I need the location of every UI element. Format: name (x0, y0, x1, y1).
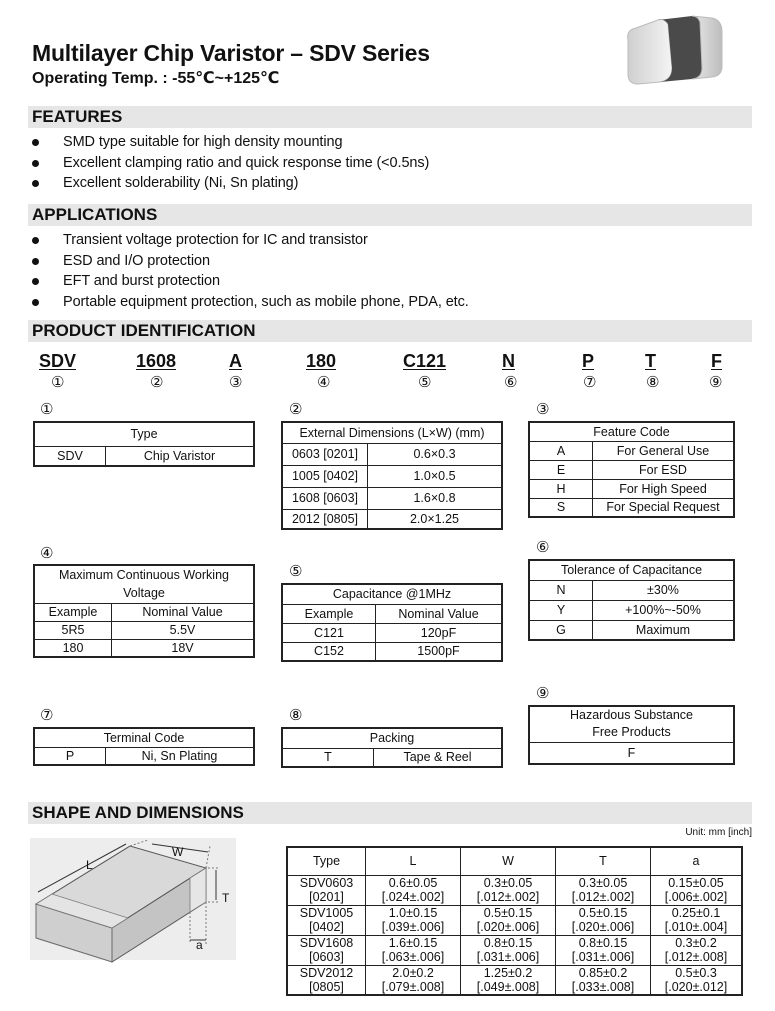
chip-dimension-diagram (30, 838, 245, 968)
table-row: SDV1608 [0603] 1.6±0.15 [.063±.006] 0.8±0.15 [.031±.006] 0.8±0.15 [.031±.006] 0.3±0.2 [.012±.008] (287, 935, 742, 965)
product-id-heading: PRODUCT IDENTIFICATION (32, 321, 256, 340)
chip-illustration (620, 6, 730, 88)
table-row: SDV1005 [0402] 1.0±0.15 [.039±.006] 0.5±0.15 [.020±.006] 0.5±0.15 [.020±.006] 0.25±0.1 [.010±.004] (287, 905, 742, 935)
marker-2: ② (150, 373, 164, 391)
table-row: 2012 [0805] 2.0×1.25 (282, 509, 502, 529)
page-title: Multilayer Chip Varistor – SDV Series (32, 40, 430, 66)
table-row: N ±30% (529, 580, 734, 600)
unit-note: Unit: mm [inch] (685, 827, 752, 838)
table-header: Type (34, 422, 254, 446)
table-header: Capacitance @1MHz (282, 584, 502, 604)
table-row: 1005 [0402] 1.0×0.5 (282, 465, 502, 487)
table-row: H For High Speed (529, 479, 734, 498)
page-subtitle: Operating Temp. : -55℃~+125℃ (32, 70, 280, 87)
code-7: P (582, 351, 595, 371)
marker-8: ⑧ (646, 373, 660, 391)
table-row: T Tape & Reel (282, 748, 502, 767)
marker-1: ① (51, 373, 65, 391)
table-header: Feature Code (529, 422, 734, 441)
code-8: T (645, 351, 656, 371)
dimension-label-l: L (86, 858, 93, 872)
list-item: SMD type suitable for high density mounting (30, 132, 429, 153)
max-voltage-table (33, 564, 255, 658)
table-row: 1608 [0603] 1.6×0.8 (282, 487, 502, 509)
list-item: Portable equipment protection, such as mobile phone, PDA, etc. (30, 292, 469, 313)
table6-marker: ⑥ (536, 538, 550, 556)
table-header: Packing (282, 728, 502, 748)
features-bar (28, 106, 752, 128)
dimension-label-w: W (172, 845, 184, 859)
list-item: EFT and burst protection (30, 271, 469, 292)
terminal-code-table (33, 727, 255, 766)
marker-7: ⑦ (583, 373, 597, 391)
marker-4: ④ (317, 373, 331, 391)
table-row: SDV0603 [0201] 0.6±0.05 [.024±.002] 0.3±0.05 [.012±.002] 0.3±0.05 [.012±.002] 0.15±0.05 [.006±.002] (287, 875, 742, 905)
tolerance-table (528, 559, 735, 641)
table9-marker: ⑨ (536, 684, 550, 702)
table-header: Tolerance of Capacitance (529, 560, 734, 580)
dimension-label-t: T (222, 891, 230, 905)
capacitance-table (281, 583, 503, 662)
table8-marker: ⑧ (289, 706, 303, 724)
external-dimensions-table (281, 421, 503, 530)
table-row: Y +100%~-50% (529, 600, 734, 620)
table-row: 0603 [0201] 0.6×0.3 (282, 443, 502, 465)
list-item: ESD and I/O protection (30, 251, 469, 272)
table-col-headers: Example Nominal Value (282, 604, 502, 623)
table7-marker: ⑦ (40, 706, 54, 724)
list-item: Excellent clamping ratio and quick response time (<0.5ns) (30, 153, 429, 174)
table-header: Maximum Continuous Working Voltage (34, 565, 254, 603)
table-row: 180 18V (34, 639, 254, 657)
shape-heading: SHAPE AND DIMENSIONS (32, 803, 244, 822)
feature-code-table (528, 421, 735, 518)
marker-9: ⑨ (709, 373, 723, 391)
marker-3: ③ (229, 373, 243, 391)
applications-heading: APPLICATIONS (32, 205, 158, 224)
table1-marker: ① (40, 400, 54, 418)
table-row: S For Special Request (529, 498, 734, 517)
applications-list (30, 230, 469, 313)
dimensions-table (286, 846, 743, 996)
table-row: SDV Chip Varistor (34, 446, 254, 466)
table5-marker: ⑤ (289, 562, 303, 580)
table-row: C121 120pF (282, 623, 502, 642)
dimension-label-a: a (196, 938, 203, 952)
list-item: Transient voltage protection for IC and transistor (30, 230, 469, 251)
table4-marker: ④ (40, 544, 54, 562)
table-col-headers: Example Nominal Value (34, 603, 254, 621)
list-item: Excellent solderability (Ni, Sn plating) (30, 173, 429, 194)
code-9: F (711, 351, 722, 371)
table-row: F (529, 742, 734, 764)
table-col-headers: Type L W T a (287, 847, 742, 875)
table-header: External Dimensions (L×W) (mm) (282, 422, 502, 443)
table2-marker: ② (289, 400, 303, 418)
marker-5: ⑤ (418, 373, 432, 391)
type-table (33, 421, 255, 467)
packing-table (281, 727, 503, 768)
code-2: 1608 (136, 351, 177, 371)
table-row: E For ESD (529, 460, 734, 479)
features-heading: FEATURES (32, 107, 123, 126)
table-row: A For General Use (529, 441, 734, 460)
marker-6: ⑥ (504, 373, 518, 391)
code-5: C121 (403, 351, 447, 371)
hazardous-substance-table (528, 705, 735, 765)
table-row: 5R5 5.5V (34, 621, 254, 639)
features-list (30, 132, 429, 194)
table-row: G Maximum (529, 620, 734, 640)
code-4: 180 (306, 351, 337, 371)
code-1: SDV (39, 351, 77, 371)
code-3: A (229, 351, 242, 371)
table3-marker: ③ (536, 400, 550, 418)
table-row: P Ni, Sn Plating (34, 747, 254, 765)
table-row: SDV2012 [0805] 2.0±0.2 [.079±.008] 1.25±0.2 [.049±.008] 0.85±0.2 [.033±.008] 0.5±0.3 [.020±.012] (287, 965, 742, 995)
table-row: C152 1500pF (282, 642, 502, 661)
part-number-markers (0, 373, 775, 393)
table-header: Hazardous Substance Free Products (529, 706, 734, 742)
code-6: N (502, 351, 515, 371)
part-number-codes (0, 351, 775, 373)
table-header: Terminal Code (34, 728, 254, 747)
